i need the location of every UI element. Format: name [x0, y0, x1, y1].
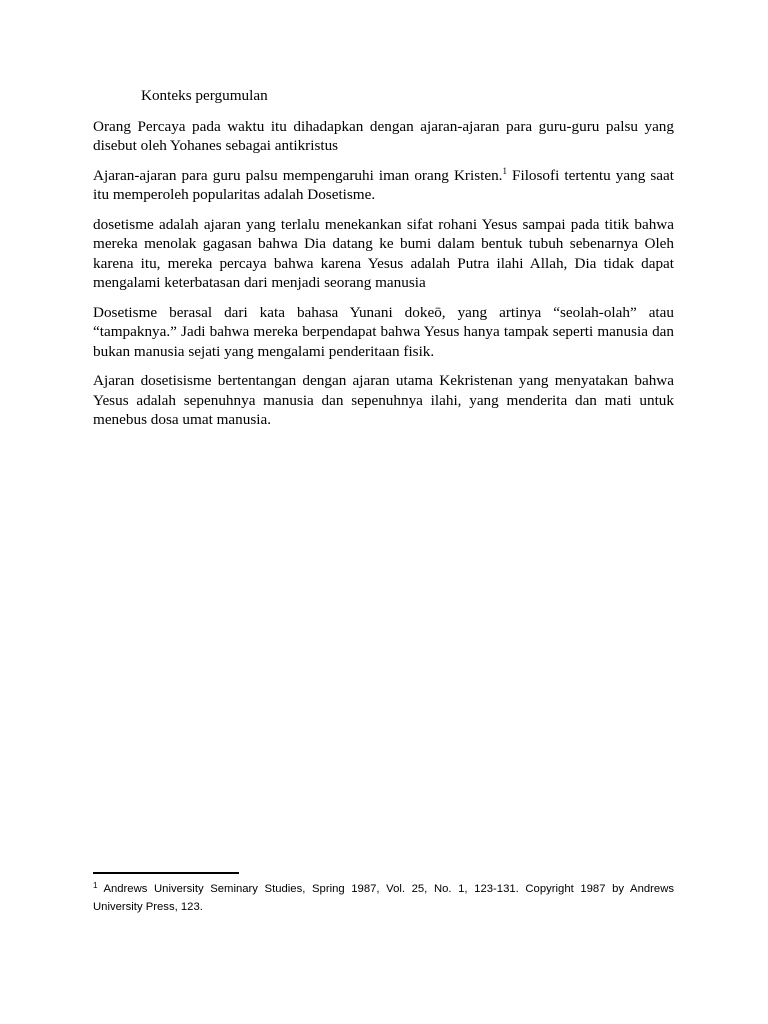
paragraph-1: Orang Percaya pada waktu itu dihadapkan dengan ajaran-ajaran para guru-guru palsu yang disebut oleh Yohanes sebagai antikristus: [93, 117, 674, 154]
paragraph-4: Dosetisme berasal dari kata bahasa Yunani dokeō, yang artinya “seolah-olah” atau “tampaknya.” Jadi bahwa mereka berpendapat bahwa Yesus hanya tampak seperti manusia dan bukan manusia sejati yang mengalami penderitaan fisik.: [93, 303, 674, 360]
footnote-text: Andrews University Seminary Studies, Spring 1987, Vol. 25, No. 1, 123-131. Copyright 1987 by Andrews University Press, 123.: [93, 883, 674, 913]
paragraph-5: Ajaran dosetisisme bertentangan dengan ajaran utama Kekristenan yang menyatakan bahwa Yesus adalah sepenuhnya manusia dan sepenuhnya ilahi, yang menderita dan mati untuk menebus dosa umat manusia.: [93, 372, 674, 428]
footnote: [93, 880, 674, 916]
paragraph-3: dosetisme adalah ajaran yang terlalu menekankan sifat rohani Yesus sampai pada titik bahwa mereka menolak gagasan bahwa Dia datang ke bumi dalam bentuk tubuh sebenarnya Oleh karena itu, mereka percaya bahwa karena Yesus adalah Putra ilahi Allah, Dia tidak dapat mengalami keterbatasan dari menjadi seorang manusia: [93, 215, 674, 291]
paragraph-2-text-start: Ajaran-ajaran para guru palsu mempengaruhi iman orang Kristen.: [93, 166, 503, 184]
document-body: [93, 86, 674, 440]
footnote-reference[interactable]: 1: [502, 165, 507, 176]
paragraph-2: [93, 166, 674, 205]
footnote-separator: [93, 872, 239, 874]
section-heading: Konteks pergumulan: [141, 87, 268, 104]
paragraph-2-text-end: Filosofi tertentu yang saat itu memperoleh popularitas adalah Dosetisme.: [93, 166, 675, 203]
footnote-mark: 1: [93, 881, 98, 890]
